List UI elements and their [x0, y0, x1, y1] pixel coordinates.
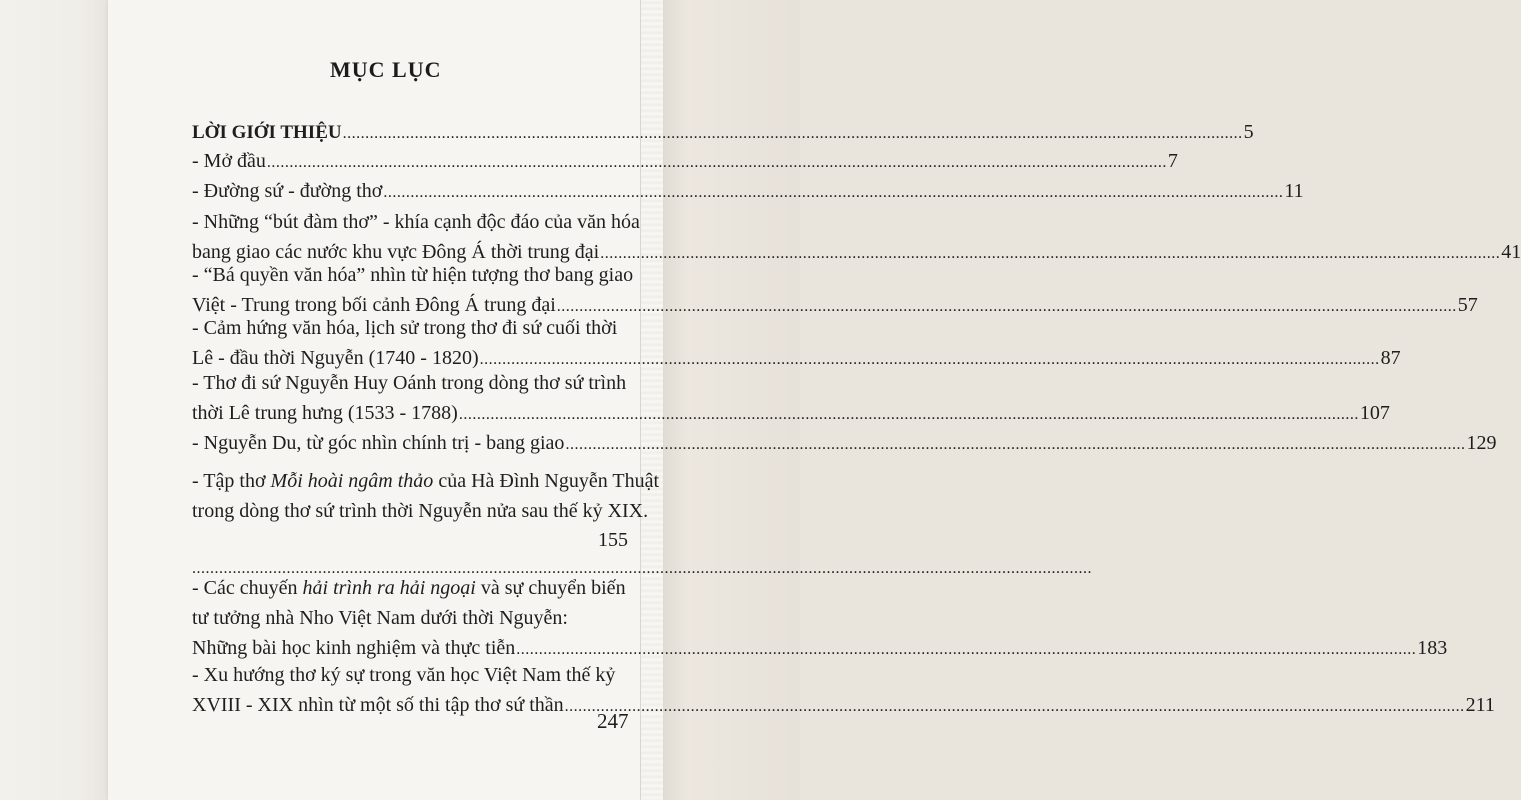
toc-entry-line: tư tưởng nhà Nho Việt Nam dưới thời Nguyễn: — [192, 607, 568, 629]
dot-leader: ........................................................................................................................................................................................................ — [479, 351, 1380, 368]
toc-entry-title: bang giao các nước khu vực Đông Á thời trung đại — [192, 241, 600, 263]
dot-leader: ........................................................................................................................................................................................................ — [383, 184, 1284, 201]
toc-text: - Tập thơ — [192, 470, 271, 492]
toc-entry-title: - Đường sứ - đường thơ — [192, 180, 383, 202]
toc-entry-title: Lê - đầu thời Nguyễn (1740 - 1820) — [192, 347, 479, 369]
dot-leader: ........................................................................................................................................................................................................ — [564, 698, 1465, 715]
toc-entry-title: thời Lê trung hưng (1533 - 1788) — [192, 402, 458, 424]
toc-page-number: 41 — [1501, 241, 1521, 263]
toc-entry-title: Việt - Trung trong bối cảnh Đông Á trung đại — [192, 294, 556, 316]
toc-page-number: 211 — [1465, 694, 1495, 716]
toc-italic-title: hải trình ra hải ngoại — [302, 577, 476, 599]
toc-entry — [192, 207, 1521, 267]
toc-page-number: 107 — [1359, 402, 1390, 424]
toc-page-number: 155 — [598, 529, 628, 551]
toc-entry-line — [192, 466, 659, 496]
toc-text: của Hà Đình Nguyễn Thuật — [433, 470, 659, 492]
toc-entry-title: XVIII - XIX nhìn từ một số thi tập thơ sứ thần — [192, 694, 564, 716]
toc-entry-line: - Xu hướng thơ ký sự trong văn học Việt Nam thế kỷ — [192, 664, 616, 686]
dot-leader: ........................................................................................................................................................................................................ — [565, 436, 1466, 453]
toc-entry — [192, 176, 1304, 206]
dot-leader: ........................................................................................................................................................................................................ — [458, 406, 1359, 423]
toc-italic-title: Mỗi hoài ngâm thảo — [270, 470, 434, 492]
dot-leader: ........................................................................................................................................................................................................ — [266, 154, 1167, 171]
toc-page-number: 7 — [1167, 150, 1178, 172]
dot-leader: ........................................................................................................................................................................................................ — [516, 641, 1417, 658]
toc-entry — [192, 573, 1448, 663]
toc-page-number: 5 — [1243, 121, 1254, 143]
toc-page-number: 87 — [1380, 347, 1401, 369]
toc-entry — [192, 117, 1254, 147]
dot-leader: ........................................................................................................................................................................................................ — [600, 245, 1501, 262]
dot-leader: ........................................................................................................................................................................................................ — [192, 560, 1092, 577]
dot-leader: ........................................................................................................................................................................................................ — [556, 298, 1457, 315]
toc-entry — [192, 660, 1495, 720]
page-number: 247 — [597, 709, 629, 733]
toc-entry-line: - “Bá quyền văn hóa” nhìn từ hiện tượng thơ bang giao — [192, 264, 634, 286]
toc-entry — [192, 260, 1478, 320]
toc-entry-title: LỜI GIỚI THIỆU — [192, 122, 342, 143]
toc-entry-title: - Mở đầu — [192, 150, 266, 172]
toc-page-number: 57 — [1457, 294, 1478, 316]
toc-text: - Các chuyến — [192, 577, 303, 599]
toc-entry-line: - Thơ đi sứ Nguyễn Huy Oánh trong dòng thơ sứ trình — [192, 372, 627, 394]
page-title: MỤC LỤC — [330, 57, 442, 82]
toc-page-number: 183 — [1417, 637, 1448, 659]
toc-page-number: 129 — [1466, 432, 1497, 454]
toc-entry — [192, 146, 1178, 176]
toc-entry-title: - Nguyễn Du, từ góc nhìn chính trị - bang giao — [192, 432, 565, 454]
toc-entry-line — [192, 573, 628, 603]
toc-page-number: 11 — [1284, 180, 1304, 202]
dot-leader: ........................................................................................................................................................................................................ — [342, 125, 1243, 142]
toc-entry-line: trong dòng thơ sứ trình thời Nguyễn nửa sau thế kỷ XIX. — [192, 500, 649, 522]
toc-entry — [192, 466, 1092, 584]
toc-entry-line: - Cảm hứng văn hóa, lịch sử trong thơ đi sứ cuối thời — [192, 317, 618, 339]
toc-entry-line: - Những “bút đàm thơ” - khía cạnh độc đáo của văn hóa — [192, 211, 640, 233]
toc-entry-title: Những bài học kinh nghiệm và thực tiễn — [192, 637, 516, 659]
toc-entry — [192, 313, 1401, 373]
toc-text: và sự chuyển biến — [475, 577, 626, 599]
toc-entry — [192, 428, 1497, 458]
toc-entry — [192, 368, 1390, 428]
